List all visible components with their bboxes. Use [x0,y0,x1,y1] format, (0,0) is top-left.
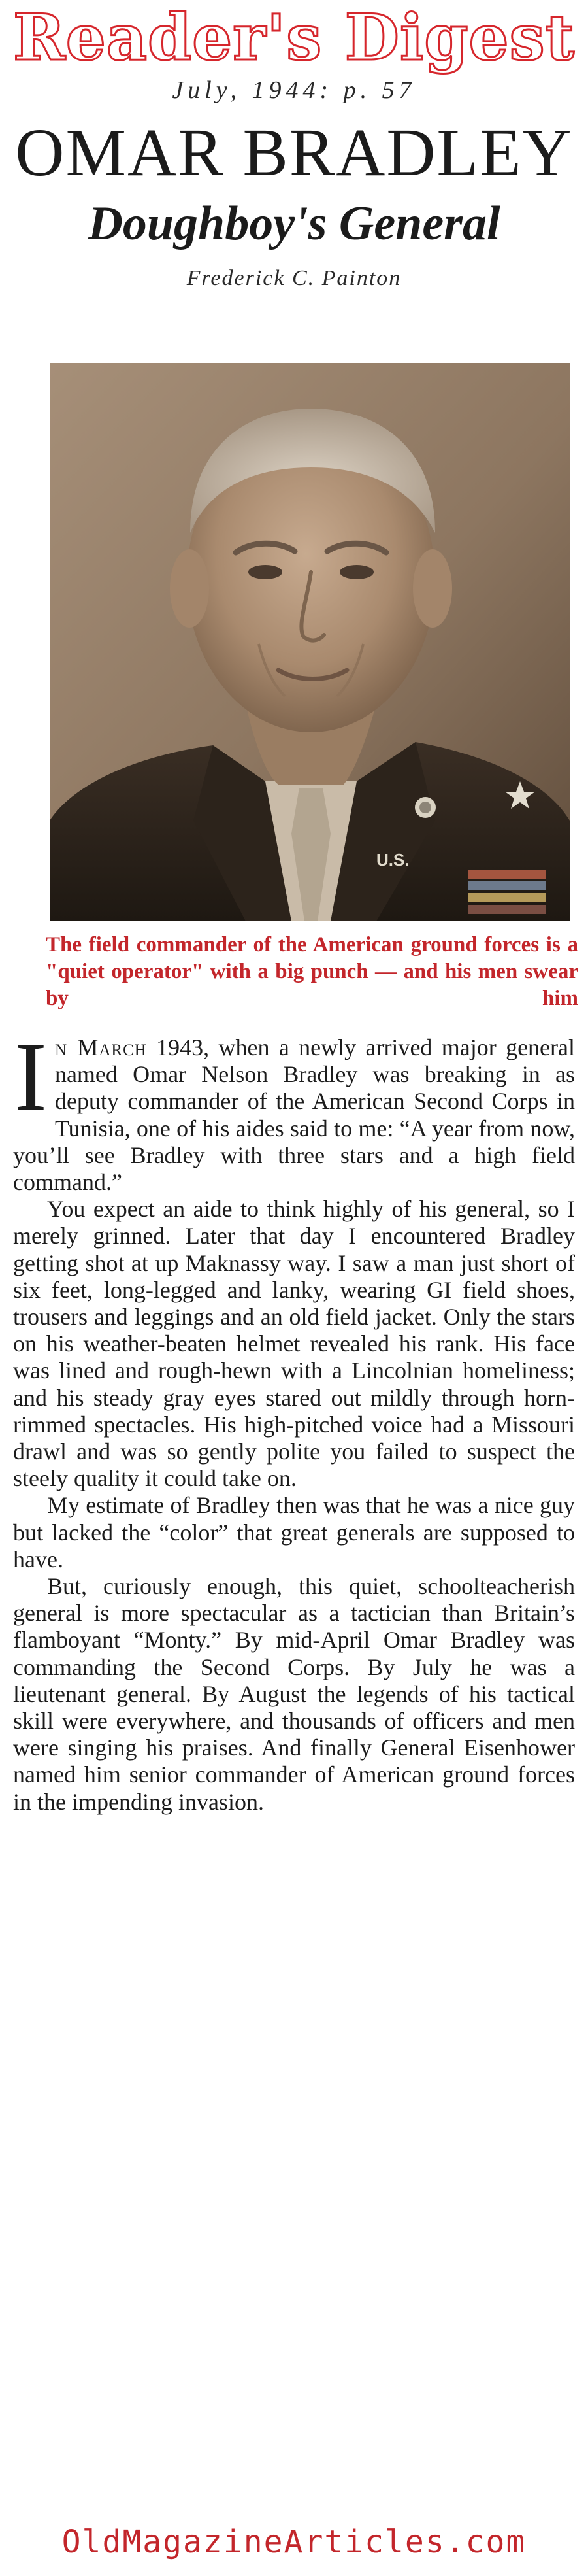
article-paragraph: But, curiously enough, this quiet, schoolteacherish general is more spectacular as a tactician than Britain’s flamboyant “Monty.” By mid-April Omar Bradley was commanding the Second Corps. By July he was a lieutenant general. By August the legends of his tactical skill were everywhere, and thousands of officers and men were singing his praises. And finally General Eisenhower named him senior commander of American ground forces in the impending invasion. [13,1573,575,1815]
article-paragraph [13,1023,575,1196]
masthead [0,0,588,106]
uniform-badge: U.S. [376,850,410,870]
portrait-photo [50,363,570,921]
issue-date: July, 1944: p. 57 [172,76,416,104]
lead-in: n March [54,1034,147,1060]
article-paragraph: My estimate of Bradley then was that he was a nice guy but lacked the “color” that great generals are supposed to have. [13,1492,575,1572]
photo-caption: The field commander of the American ground forces is a "quiet operator" with a big punch — and his men swear by him [46,933,578,1010]
article-subtitle: Doughboy's General [88,197,500,250]
magazine-title: Reader's Digest [12,1,575,75]
drop-cap: I [14,1023,47,1131]
site-footer: OldMagazineArticles.com [61,2524,527,2560]
collar-insignia-icon [415,797,436,818]
article-body [13,1023,575,1816]
article-paragraph: You expect an aide to think highly of his general, so I merely grinned. Later that day I encountered Bradley getting shot at up Maknassy way. I saw a man just short of six feet, long-legged and lanky, wearing GI field shoes, trousers and leggings and an old field jacket. Only the stars on his weather-beaten helmet revealed his rank. His face was lined and rough-hewn with a Lincolnian homeliness; and his steady gray eyes stared out mildly through horn-rimmed spectacles. His high-pitched voice had a Missouri drawl and was so gently polite you failed to suspect the steely quality it could take on. [13,1196,575,1492]
article-title: OMAR BRADLEY [15,115,573,190]
author-byline: Frederick C. Painton [186,266,402,290]
paragraph-text: 1943, when a newly arrived major general named Omar Nelson Bradley was breaking in as deputy commander of the American Second Corps in Tunisia, one of his aides said to me: “A year from now, you’ll see Bradley with three stars and a high field command.” [13,1034,575,1196]
